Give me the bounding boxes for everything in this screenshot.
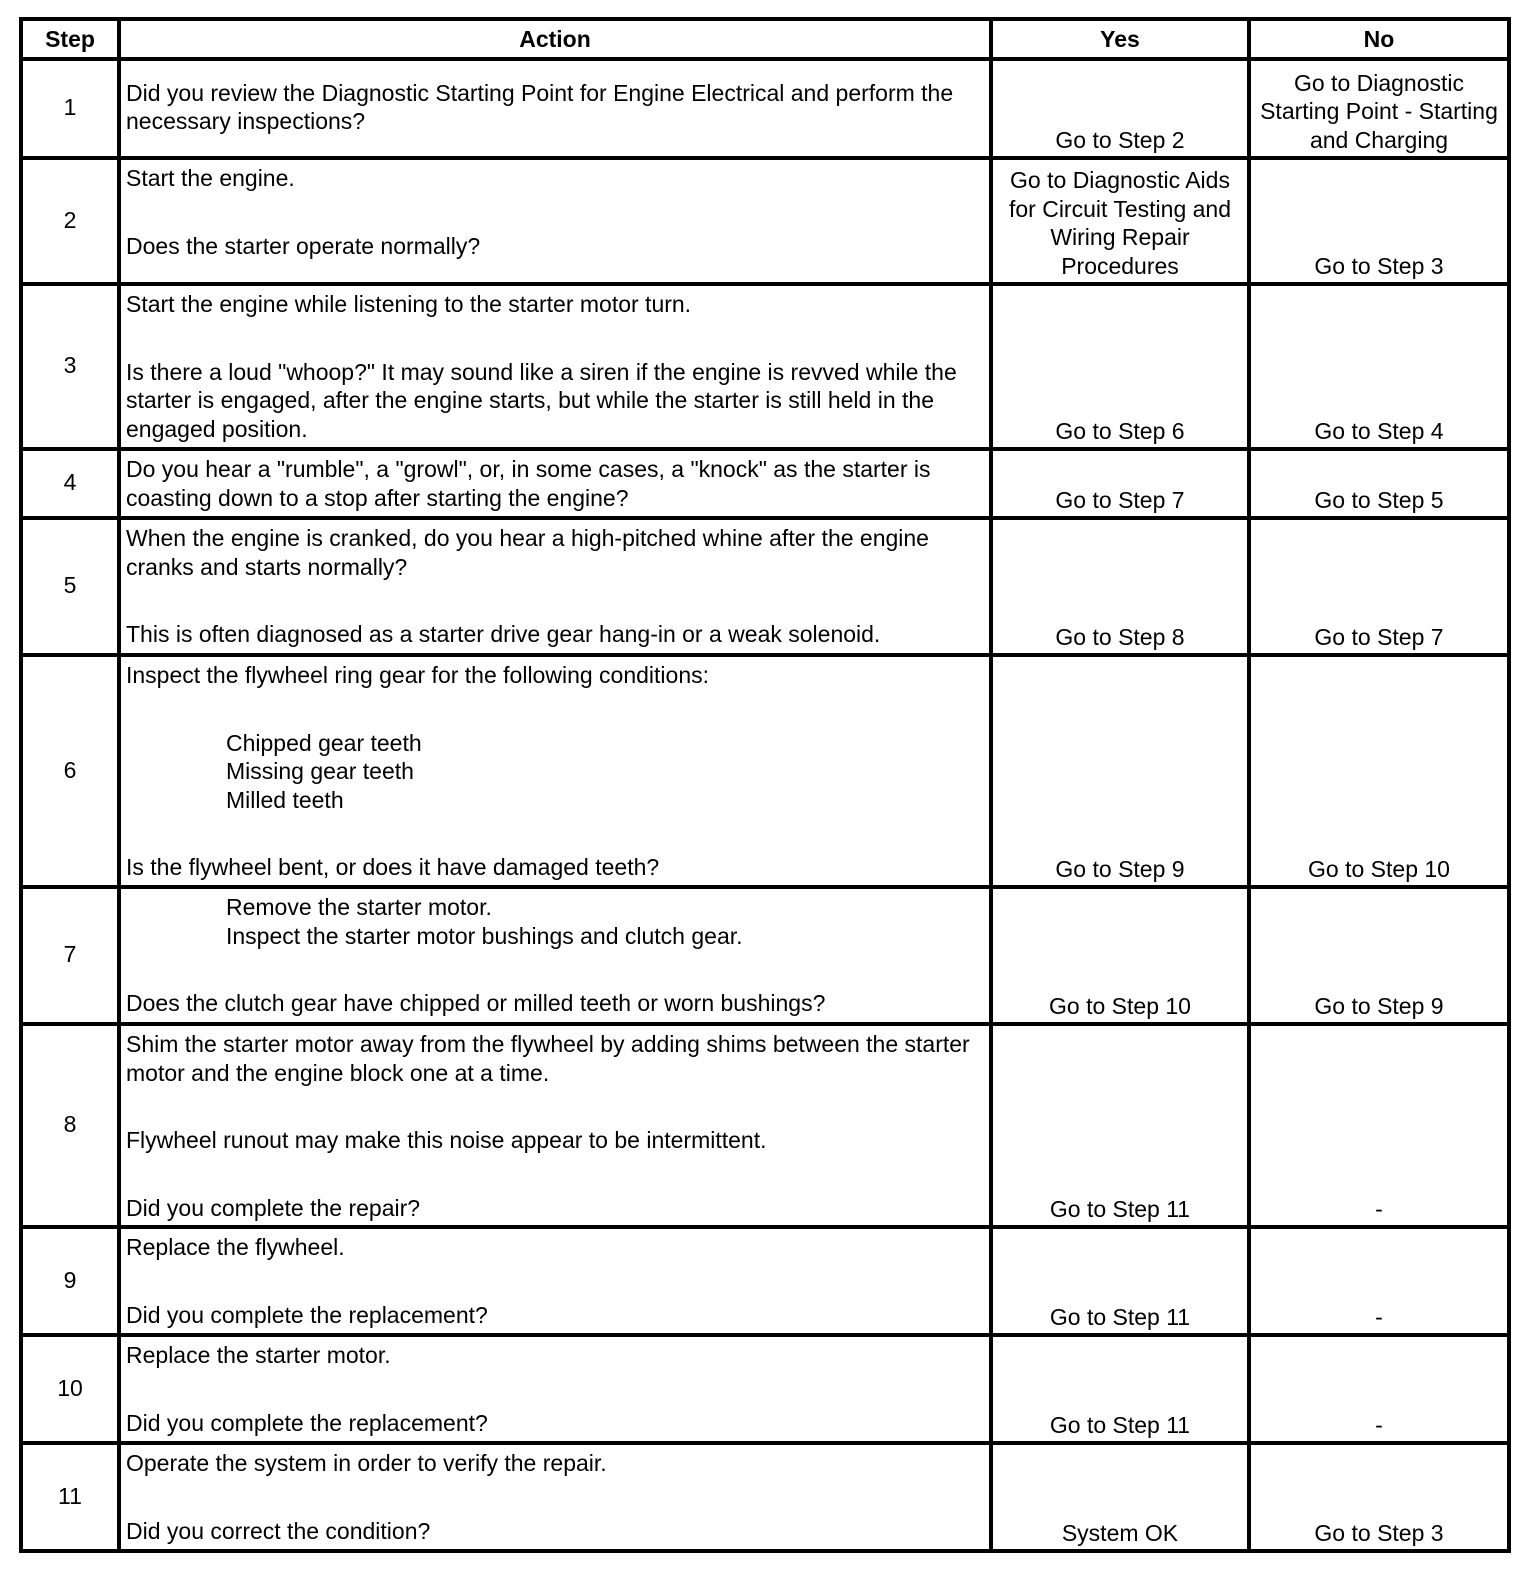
list-item: Milled teeth <box>226 786 344 813</box>
action-question: Is there a loud "whoop?" It may sound like a siren if the engine is revved while the starter is engaged, after the engine starts, but while the starter is still held in the engaged position. <box>126 358 957 442</box>
action-text: Inspect the flywheel ring gear for the following conditions: <box>126 662 709 688</box>
list-item: Chipped gear teeth <box>226 729 422 756</box>
table-row <box>21 887 1509 1024</box>
action-text: Shim the starter motor away from the flywheel by adding shims between the starter motor and the engine block one at a time. <box>126 1031 970 1086</box>
table-row <box>21 1227 1509 1335</box>
action-cell <box>119 518 991 655</box>
step-number: 5 <box>21 518 119 655</box>
table-row <box>21 284 1509 449</box>
action-question: Do you hear a "rumble", a "growl", or, in some cases, a "knock" as the starter is coasting down to a stop after starting the engine? <box>126 456 931 511</box>
yes-cell: Go to Step 11 <box>991 1227 1249 1335</box>
list-item: Inspect the starter motor bushings and clutch gear. <box>226 922 743 949</box>
table-row <box>21 158 1509 284</box>
table-row <box>21 518 1509 655</box>
action-question: Did you complete the replacement? <box>126 1409 488 1436</box>
step-number: 1 <box>21 59 119 158</box>
action-question: Did you complete the repair? <box>126 1194 421 1221</box>
action-cell <box>119 59 991 158</box>
yes-cell: Go to Diagnostic Aids for Circuit Testing and Wiring Repair Procedures <box>991 158 1249 284</box>
table-row <box>21 1024 1509 1227</box>
table-row <box>21 655 1509 887</box>
action-cell <box>119 655 991 887</box>
condition-list <box>226 729 984 815</box>
action-question: Does the clutch gear have chipped or milled teeth or worn bushings? <box>126 990 826 1016</box>
no-cell: Go to Step 9 <box>1249 887 1509 1024</box>
no-cell: Go to Step 3 <box>1249 1443 1509 1551</box>
no-cell: Go to Diagnostic Starting Point - Starting and Charging <box>1249 59 1509 158</box>
action-cell <box>119 284 991 449</box>
table-row <box>21 1335 1509 1443</box>
step-number: 3 <box>21 284 119 449</box>
action-cell <box>119 449 991 518</box>
diagnostic-table <box>19 17 1511 1553</box>
action-text: Start the engine while listening to the starter motor turn. <box>126 291 692 317</box>
table-body <box>21 59 1509 1551</box>
action-text: Replace the starter motor. <box>126 1342 391 1368</box>
step-number: 9 <box>21 1227 119 1335</box>
yes-cell: Go to Step 10 <box>991 887 1249 1024</box>
header-no: No <box>1249 19 1509 59</box>
action-note: This is often diagnosed as a starter drive gear hang-in or a weak solenoid. <box>126 621 881 647</box>
action-cell <box>119 1227 991 1335</box>
no-cell: Go to Step 3 <box>1249 158 1509 284</box>
no-cell: - <box>1249 1024 1509 1227</box>
action-note: Flywheel runout may make this noise appear to be intermittent. <box>126 1127 767 1153</box>
action-text: Replace the flywheel. <box>126 1234 345 1260</box>
action-question: Does the starter operate normally? <box>126 232 481 259</box>
action-question: When the engine is cranked, do you hear a high-pitched whine after the engine cranks and starts normally? <box>126 525 929 580</box>
list-item: Missing gear teeth <box>226 758 414 784</box>
no-cell: Go to Step 10 <box>1249 655 1509 887</box>
yes-cell: Go to Step 11 <box>991 1335 1249 1443</box>
table-header <box>21 19 1509 59</box>
step-number: 4 <box>21 449 119 518</box>
action-cell <box>119 1443 991 1551</box>
yes-cell: Go to Step 2 <box>991 59 1249 158</box>
action-question: Did you complete the replacement? <box>126 1301 488 1328</box>
no-cell: Go to Step 7 <box>1249 518 1509 655</box>
action-text: Operate the system in order to verify the repair. <box>126 1450 607 1476</box>
yes-cell: Go to Step 8 <box>991 518 1249 655</box>
table-row <box>21 449 1509 518</box>
no-cell: - <box>1249 1227 1509 1335</box>
step-number: 8 <box>21 1024 119 1227</box>
step-number: 11 <box>21 1443 119 1551</box>
yes-cell: Go to Step 9 <box>991 655 1249 887</box>
header-row <box>21 19 1509 59</box>
action-cell <box>119 1335 991 1443</box>
no-cell: - <box>1249 1335 1509 1443</box>
table-row <box>21 59 1509 158</box>
action-text: Did you review the Diagnostic Starting Point for Engine Electrical and perform the necessary inspections? <box>126 79 954 134</box>
header-action: Action <box>119 19 991 59</box>
action-cell <box>119 887 991 1024</box>
yes-cell: Go to Step 7 <box>991 449 1249 518</box>
step-number: 7 <box>21 887 119 1024</box>
action-text: Start the engine. <box>126 165 295 191</box>
step-number: 10 <box>21 1335 119 1443</box>
yes-cell: Go to Step 6 <box>991 284 1249 449</box>
no-cell: Go to Step 5 <box>1249 449 1509 518</box>
yes-cell: System OK <box>991 1443 1249 1551</box>
action-cell <box>119 1024 991 1227</box>
no-cell: Go to Step 4 <box>1249 284 1509 449</box>
yes-cell: Go to Step 11 <box>991 1024 1249 1227</box>
header-yes: Yes <box>991 19 1249 59</box>
action-cell <box>119 158 991 284</box>
list-item: Remove the starter motor. <box>226 894 492 920</box>
action-question: Did you correct the condition? <box>126 1517 431 1544</box>
table-row <box>21 1443 1509 1551</box>
step-number: 2 <box>21 158 119 284</box>
header-step: Step <box>21 19 119 59</box>
step-number: 6 <box>21 655 119 887</box>
action-question: Is the flywheel bent, or does it have damaged teeth? <box>126 854 660 880</box>
